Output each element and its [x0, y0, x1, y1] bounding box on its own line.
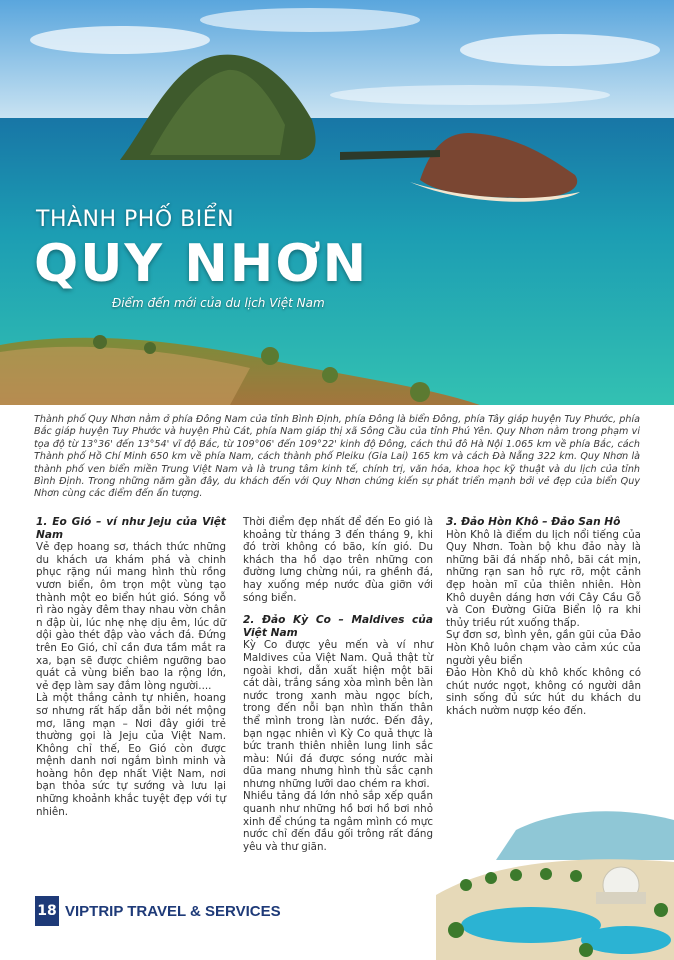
section-1-heading: 1. Eo Gió – ví như Jeju của Việt Nam — [36, 516, 226, 541]
column-3 — [446, 516, 641, 718]
section-3-paragraph-2: Sự đơn sơ, bình yên, gần gũi của Đảo Hòn Khô luôn chạm vào cảm xúc của người yêu biển — [446, 629, 641, 667]
section-3-paragraph-3: Đảo Hòn Khô dù khô khốc không có chút nước ngọt, không có người dân sinh sống đủ sức hút du khách du khách nườm nượp kéo đến. — [446, 667, 641, 717]
resort-photo — [436, 800, 674, 960]
hero-title: QUY NHƠN — [34, 234, 369, 294]
section-2-paragraph-2: Nhiều tảng đá lớn nhỏ sắp xếp quần quanh như những hồ bơi hồ bơi nhỏ xinh để chúng ta ngâm mình có mực nước chỉ đến đầu gối trông rất đáng yêu và thư giãn. — [243, 790, 433, 853]
section-3-heading: 3. Đảo Hòn Khô – Đảo San Hô — [446, 516, 621, 528]
section-2-heading: 2. Đảo Kỳ Co – Maldives của Việt Nam — [243, 614, 433, 639]
footer — [35, 896, 281, 926]
column-2 — [243, 516, 433, 853]
hero-tagline: Điểm đến mới của du lịch Việt Nam — [112, 296, 325, 310]
section-1-paragraph-1: Vẻ đẹp hoang sơ, thách thức những du khách ưa khám phá và chinh phục rặng núi mang hình thù rồng vươn biển, ôm trọn một vùng tạo thành một eo biển hút gió. Sóng vỗ rì rào ngày đêm thay nhau vờn chân n đập ùi, lúc nhẹ nhẹ dịu êm, lúc dữ dội gào thét đập vào vách đá. Đứng trên Eo Gió, chỉ cần đưa tầm mắt ra xa, bạn sẽ được chiêm ngưỡng bao quát cả vùng biển bao la rộng lớn, vẻ đẹp làm say đắm lòng người.... — [36, 541, 226, 692]
brand-name: VIPTRIP TRAVEL & SERVICES — [65, 902, 281, 920]
column-1 — [36, 516, 226, 818]
coastline-illustration — [0, 0, 674, 405]
section-2-paragraph-1: Kỳ Co được yêu mến và ví như Maldives của Việt Nam. Quả thật từ ngoài khơi, dẫn xuất hiện một bãi cát dài, trắng sáng xòa mình bên làn nước trong xanh màu ngọc bích, trong đến nỗi bạn nhìn thấn thân thể mình trong làn nước. Đến đây, bạn ngạc nhiên vì Kỳ Co quả thực là bức tranh thiên nhiên lung linh sắc màu: Núi đá được sóng nước mài dũa mang nhưng hình thù sắc cạnh nhưng những lưỡi dao chém ra khơi. — [243, 639, 433, 790]
section-1-paragraph-2: Là một thắng cảnh tự nhiên, hoang sơ nhưng rất hấp dẫn bởi nét mộng mơ, lãng mạn – Nơi đây giới trẻ thường gọi là Jeju của Việt Nam. Không chỉ thế, Eo Gió còn được mệnh danh nơi ngắm bình minh và hoàng hôn đẹp nhất Việt Nam, nơi bạn thỏa sức tự sướng và lưu lại những khoảnh khắc tuyệt đẹp với tự nhiên. — [36, 692, 226, 818]
section-1-paragraph-3: Thời điểm đẹp nhất để đến Eo gió là khoảng từ tháng 3 đến tháng 9, khi đó trời không có bão, kín gió. Du khách tha hồ dạo trên những con đường lưng chừng núi, ra ghềnh đá, hay xuống mép nước đùa giỡn với sóng biển. — [243, 516, 433, 604]
hero-photo — [0, 0, 674, 405]
section-3-paragraph-1: Hòn Khô là điểm du lịch nổi tiếng của Quy Nhơn. Toàn bộ khu đảo này là những bãi đá nhấp nhô, bãi cát mịn, những rạn san hô rực rỡ, một cảnh đẹp hoàn mĩ của thiên nhiên. Hòn Khô duyên dáng hơn với Cây Cầu Gỗ và Con Đường Giữa Biển lộ ra khi thủy triều rút xuống thấp. — [446, 528, 641, 629]
intro-paragraph: Thành phố Quy Nhơn nằm ở phía Đông Nam của tỉnh Bình Định, phía Đông là biển Đông, phía Tây giáp huyện Tuy Phước, phía Bắc giáp huyện Tuy Phước và huyện Phù Cát, phía Nam giáp thị xã Sông Cầu của tỉnh Phú Yên. Quy Nhơn nằm trong phạm vi tọa độ từ 13°36' đến 13°54' vĩ độ Bắc, từ 109°06' đến 109°22' kinh độ Đông, cách thủ đô Hà Nội 1.065 km về phía Bắc, cách Thành phố Hồ Chí Minh 650 km về phía Nam, cách thành phố Pleiku (Gia Lai) 165 km và cách Đà Nẵng 322 km. Quy Nhơn là thành phố ven biển miền Trung Việt Nam và là trung tâm kinh tế, chính trị, văn hóa, khoa học kỹ thuật và du lịch của tỉnh Bình Định. Trong những năm gần đây, du khách đến với Quy Nhơn chứng kiến sự phát triển mạnh bởi vẻ đẹp của biển Quy Nhơn cùng các điểm đến ấn tượng. — [34, 414, 640, 500]
page-number: 18 — [35, 896, 59, 926]
hero-subtitle: THÀNH PHỐ BIỂN — [36, 207, 235, 232]
